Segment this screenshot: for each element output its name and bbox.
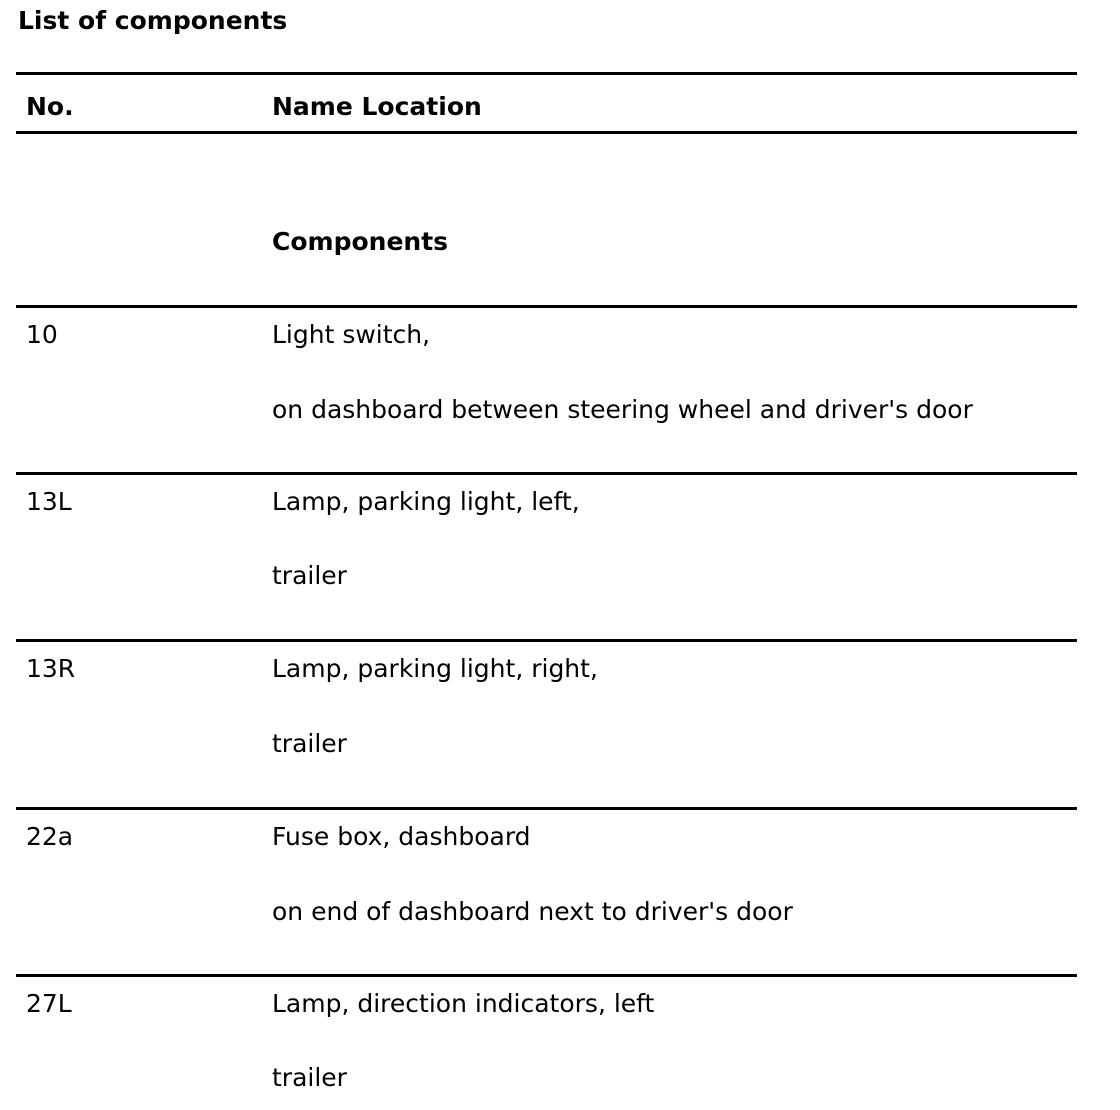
header-name-location: Name Location (272, 92, 482, 121)
row-location: trailer (272, 561, 347, 590)
row-name: Lamp, direction indicators, left (272, 989, 655, 1018)
row-divider (16, 305, 1077, 308)
row-number: 13R (26, 654, 76, 683)
table-top-rule (16, 72, 1077, 75)
row-divider (16, 472, 1077, 475)
row-location: on end of dashboard next to driver's door (272, 897, 793, 926)
row-name: Light switch, (272, 320, 431, 349)
row-number: 27L (26, 989, 72, 1018)
section-heading: Components (272, 227, 449, 256)
row-number: 22a (26, 822, 74, 851)
row-divider (16, 807, 1077, 810)
row-number: 13L (26, 487, 72, 516)
row-name: Lamp, parking light, right, (272, 654, 598, 683)
row-name: Fuse box, dashboard (272, 822, 531, 851)
row-location: trailer (272, 1063, 347, 1092)
row-location: on dashboard between steering wheel and driver's door (272, 395, 973, 424)
page-title: List of components (18, 6, 288, 35)
row-divider (16, 974, 1077, 977)
row-number: 10 (26, 320, 58, 349)
row-location: trailer (272, 729, 347, 758)
row-name: Lamp, parking light, left, (272, 487, 580, 516)
row-divider (16, 639, 1077, 642)
header-bottom-rule (16, 131, 1077, 134)
header-no: No. (26, 92, 74, 121)
